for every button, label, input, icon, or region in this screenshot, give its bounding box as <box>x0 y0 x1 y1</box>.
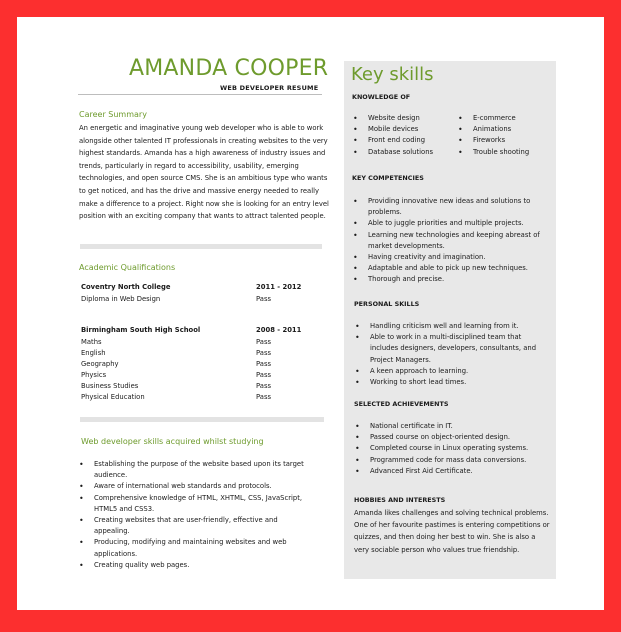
career-summary-text: An energetic and imaginative young web developer who is able to work alongside other talented IT professionals in creating websites to the very highest standards. Amanda has a high awareness of industry issues and trends, particularly in regard to accessibility, usability, emerging technologies, and open source CMS. She is an ambitious type who wants to get noticed, and has the drive and massive energy needed to really make a difference to a project. Right now she is looking for an entry level position with an exciting company that wants to attract talented people. <box>79 124 329 221</box>
bullet-icon: • <box>355 366 360 376</box>
bullet-icon: • <box>353 114 358 123</box>
list-item: • Programmed code for mass data conversions. <box>355 455 527 465</box>
bullet-icon: • <box>353 219 358 229</box>
list-item: • Thorough and precise. <box>353 275 445 285</box>
bullet-icon: • <box>353 230 358 240</box>
list-item: • Website design <box>353 114 420 123</box>
list-item: • Having creativity and imagination. <box>353 253 486 263</box>
list-item: • Creating quality web pages. <box>79 560 190 570</box>
bullet-icon: • <box>355 422 360 431</box>
list-item: • Establishing the purpose of the website based upon its target audience. <box>79 460 304 480</box>
list-item: • A keen approach to learning. <box>355 366 469 376</box>
list-item: • Able to juggle priorities and multiple projects. <box>353 219 524 229</box>
list-item: • Database solutions <box>353 147 434 157</box>
key-skills-heading: Key skills <box>351 64 434 85</box>
web-skills-heading: Web developer skills acquired whilst studying <box>81 437 264 446</box>
school-name: Coventry North College <box>81 283 171 291</box>
list-item: • Adaptable and able to pick up new techniques. <box>353 264 528 274</box>
grade: Pass <box>256 371 272 379</box>
list-item: • Creating websites that are user-friendly, effective and appealing. <box>79 516 278 536</box>
list-item: • Learning new technologies and keeping abreast of market developments. <box>353 230 540 250</box>
resume-title: WEB DEVELOPER RESUME <box>220 84 319 92</box>
bullet-icon: • <box>458 147 463 157</box>
bullet-icon: • <box>353 125 358 135</box>
bullet-icon: • <box>355 322 360 331</box>
grade: Pass <box>256 360 272 368</box>
personal-skills-heading: PERSONAL SKILLS <box>354 300 420 308</box>
competencies-list <box>352 196 548 286</box>
subject: Physics <box>81 371 107 379</box>
subject: Geography <box>81 360 119 368</box>
achievements-list <box>354 421 548 477</box>
list-item: • National certificate in IT. <box>355 422 453 431</box>
bullet-icon: • <box>79 460 84 469</box>
list-item: • Able to work in a multi-disciplined team that includes designers, developers, consultants, and Project Managers. <box>355 333 537 364</box>
list-item: • Working to short lead times. <box>355 378 467 388</box>
bullet-icon: • <box>458 125 463 135</box>
knowledge-list-2 <box>457 113 552 158</box>
grade: Pass <box>256 338 272 346</box>
subject: Business Studies <box>81 382 139 390</box>
list-item: • Producing, modifying and maintaining websites and web applications. <box>79 538 287 558</box>
bullet-icon: • <box>355 433 360 443</box>
grade: Pass <box>256 393 272 401</box>
subject: Physical Education <box>81 393 145 401</box>
bullet-icon: • <box>79 516 84 526</box>
list-item: • Completed course in Linux operating systems. <box>355 444 529 454</box>
list-item: • Advanced First Aid Certificate. <box>355 466 473 476</box>
achievements-heading: SELECTED ACHIEVEMENTS <box>354 400 449 408</box>
list-item: • E-commerce <box>458 114 516 123</box>
bullet-icon: • <box>458 114 463 123</box>
list-item: • Comprehensive knowledge of HTML, XHTML, CSS, JavaScript, HTML5 and CSS3. <box>79 493 303 513</box>
bullet-icon: • <box>458 136 463 146</box>
hobbies-text: Amanda likes challenges and solving technical problems. One of her favourite pastimes is entering competitions or quizzes, and then doing her best to win. She is also a very sociable person who values true friendship. <box>354 509 550 554</box>
list-item: • Mobile devices <box>353 125 419 135</box>
bullet-icon: • <box>353 147 358 157</box>
list-item: • Animations <box>458 125 512 135</box>
list-item: • Aware of international web standards and protocols. <box>79 482 272 492</box>
school-years: 2008 - 2011 <box>256 326 302 334</box>
grade: Pass <box>256 349 272 357</box>
academic-heading: Academic Qualifications <box>79 263 176 272</box>
bullet-icon: • <box>355 378 360 388</box>
career-summary-heading: Career Summary <box>79 110 147 119</box>
bullet-icon: • <box>79 538 84 548</box>
bullet-icon: • <box>355 455 360 465</box>
list-item: • Trouble shooting <box>458 147 530 157</box>
knowledge-heading: KNOWLEDGE OF <box>352 93 411 101</box>
competencies-heading: KEY COMPETENCIES <box>352 174 424 182</box>
candidate-name: AMANDA COOPER <box>129 56 329 81</box>
school-name: Birmingham South High School <box>81 326 201 334</box>
bullet-icon: • <box>79 493 84 503</box>
bullet-icon: • <box>353 136 358 146</box>
grade: Pass <box>256 382 272 390</box>
bullet-icon: • <box>79 560 84 570</box>
section-divider <box>80 244 322 249</box>
subject: English <box>81 349 106 357</box>
bullet-icon: • <box>353 253 358 263</box>
grade: Pass <box>256 295 272 303</box>
knowledge-list-1 <box>352 113 452 158</box>
hobbies-heading: HOBBIES AND INTERESTS <box>354 496 446 504</box>
subject: Diploma in Web Design <box>81 295 161 303</box>
bullet-icon: • <box>355 466 360 476</box>
list-item: • Fireworks <box>458 136 506 146</box>
bullet-icon: • <box>353 275 358 285</box>
bullet-icon: • <box>353 264 358 274</box>
header-divider <box>78 94 322 95</box>
subject: Maths <box>81 338 102 346</box>
bullet-icon: • <box>353 197 358 206</box>
web-skills-list <box>78 459 308 571</box>
personal-skills-list <box>354 321 548 388</box>
bullet-icon: • <box>79 482 84 492</box>
list-item: • Front end coding <box>353 136 426 146</box>
list-item: • Providing innovative new ideas and solutions to problems. <box>353 197 531 217</box>
list-item: • Handling criticism well and learning from it. <box>355 322 519 331</box>
bullet-icon: • <box>355 444 360 454</box>
bullet-icon: • <box>355 333 360 343</box>
school-years: 2011 - 2012 <box>256 283 302 291</box>
list-item: • Passed course on object-oriented design. <box>355 433 511 443</box>
section-divider <box>80 417 324 422</box>
